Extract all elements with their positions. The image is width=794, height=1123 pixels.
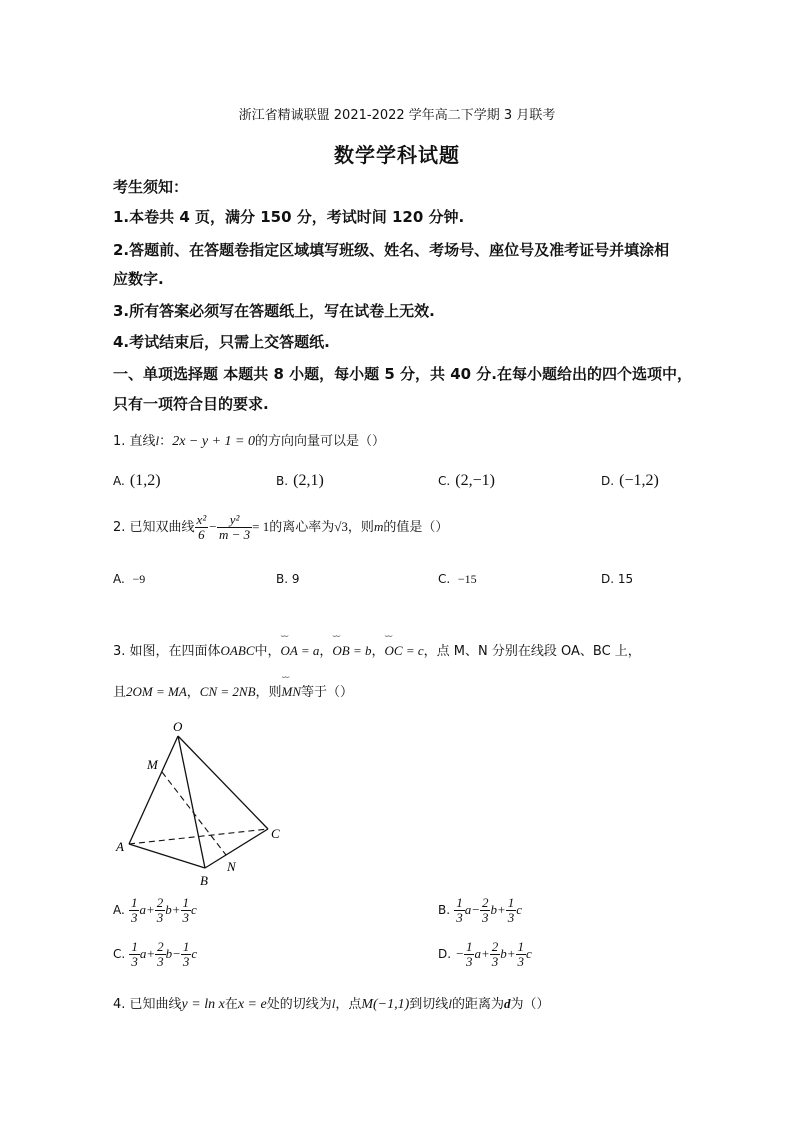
question-2-stem <box>113 513 448 542</box>
option-value: (1,2) <box>129 472 161 489</box>
frac-denominator: 3 <box>182 954 190 969</box>
option-value: −9 <box>132 572 146 586</box>
vector-term: b <box>500 946 507 961</box>
sign: + <box>480 946 490 961</box>
q2-var: m <box>373 519 384 534</box>
frac-numerator: 2 <box>481 895 489 910</box>
vector-term: b <box>165 946 173 961</box>
frac-numerator: 1 <box>131 939 138 954</box>
q2-minus: − <box>208 519 217 534</box>
vector-term: a <box>139 946 147 961</box>
label-M: M <box>147 757 158 772</box>
notice-item-2-cont: 应数字. <box>113 270 164 288</box>
q1-option-c <box>438 470 495 490</box>
q2-option-a <box>113 572 145 587</box>
frac-numerator: 1 <box>182 895 190 910</box>
q2-mid: 的离心率为 <box>269 520 335 535</box>
sign: − <box>172 946 181 961</box>
notice-item-2: 2.答题前、在答题卷指定区域填写班级、姓名、考场号、座位号及准考证号并填涂相 <box>113 241 670 259</box>
label-A: A <box>116 839 124 854</box>
edge-OC <box>178 736 268 829</box>
sign: + <box>146 946 156 961</box>
q3-vector-ob: ⌣⌣ OB = b <box>332 643 371 659</box>
q3-condition-1: 2OM = MA <box>126 684 187 699</box>
vector-term: c <box>191 946 198 961</box>
frac-denominator: 3 <box>131 954 138 969</box>
vector-term: a <box>464 902 472 917</box>
q3-prefix: 3. 如图，在四面体 <box>113 644 221 659</box>
q3-condition-2: CN = 2NB <box>199 684 256 699</box>
notice-item-3: 3.所有答案必须写在答题纸上，写在试卷上无效. <box>113 302 435 320</box>
label-B: B <box>200 873 208 888</box>
q2-option-d <box>601 572 633 586</box>
q4-point: x = e <box>237 997 267 1012</box>
frac-denominator: 3 <box>507 910 515 925</box>
label-C: C <box>271 826 280 841</box>
q3-line2-prefix: 且 <box>113 685 127 700</box>
q2-prefix: 2. 已知双曲线 <box>113 520 195 535</box>
q1-option-a <box>113 470 161 490</box>
option-label: B. <box>276 572 289 586</box>
vector-term: a <box>474 946 481 961</box>
q4-mid: 处的切线为 <box>266 997 332 1012</box>
q4-prefix: 4. 已知曲线 <box>113 997 182 1012</box>
segment-MN-hidden <box>162 772 226 855</box>
q3-comma: ， <box>186 685 200 700</box>
vector-term: b <box>165 902 172 917</box>
q2-suffix: 的值是（） <box>383 520 449 535</box>
edge-AB <box>129 844 205 868</box>
frac-numerator: 1 <box>130 895 138 910</box>
option-label: A. <box>113 474 125 488</box>
option-value: (2,−1) <box>455 472 495 489</box>
vector-term: c <box>516 902 523 917</box>
frac-numerator: 2 <box>491 939 499 954</box>
frac-denominator: 3 <box>130 910 138 925</box>
q3-line1-tail: ，点 M、N 分别在线段 OA、BC 上， <box>423 644 641 659</box>
q3-tetrahedron: OABC <box>220 643 255 658</box>
q3-option-a <box>113 896 197 925</box>
exam-header: 浙江省精诚联盟 2021-2022 学年高二下学期 3 月联考 <box>238 108 556 123</box>
option-value: 15 <box>617 572 634 586</box>
question-1-stem <box>113 430 385 450</box>
frac-denominator: 6 <box>198 527 205 542</box>
q4-suffix: 为（） <box>510 997 550 1012</box>
question-3-line1: 3. 如图，在四面体OABC中，⌣⌣ OA = a，⌣⌣ OB = b，⌣⌣ OC = c，点 M、N 分别在线段 OA、BC 上， <box>113 640 641 659</box>
q3-option-b <box>438 896 522 925</box>
frac-numerator: 1 <box>517 939 525 954</box>
frac-denominator: 3 <box>517 954 525 969</box>
option-label: A. <box>113 903 125 917</box>
notice-item-1: 1.本卷共 4 页，满分 150 分，考试时间 120 分钟. <box>113 208 465 226</box>
q3-suffix: 等于（） <box>301 685 354 700</box>
option-label: A. <box>113 572 125 586</box>
q2-option-b <box>276 572 300 586</box>
frac-denominator: 3 <box>491 954 499 969</box>
option-label: D. <box>438 947 452 961</box>
question-4-stem <box>113 993 549 1013</box>
q1-prefix: 1. 直线 <box>113 434 156 449</box>
sign: + <box>496 902 506 917</box>
notice-item-4: 4.考试结束后，只需上交答题纸. <box>113 333 330 351</box>
sign: + <box>171 902 181 917</box>
q1-suffix: 的方向向量可以是（） <box>254 434 385 449</box>
q4-d: d <box>503 996 511 1011</box>
vector-term: c <box>526 946 532 961</box>
frac-numerator: x² <box>196 512 207 527</box>
label-O: O <box>173 719 183 734</box>
sign: + <box>145 902 155 917</box>
q3-option-d <box>438 940 532 969</box>
option-value: 9 <box>291 572 300 586</box>
q4-mid4: 的距离为 <box>451 997 504 1012</box>
sign: − <box>455 946 464 961</box>
q4-var2: l <box>448 996 452 1011</box>
q4-at: 在 <box>224 997 238 1012</box>
q1-var: l <box>155 433 160 448</box>
q2-option-c <box>438 572 477 587</box>
vector-term: a <box>139 902 146 917</box>
frac-numerator: 2 <box>157 939 164 954</box>
q4-var: l <box>331 996 336 1011</box>
q3-vector-oc: ⌣⌣ OC = c <box>385 643 424 659</box>
frac-denominator: m − 3 <box>219 527 251 542</box>
frac-denominator: 3 <box>156 910 164 925</box>
frac-denominator: 3 <box>157 954 164 969</box>
vector-term: b <box>490 902 497 917</box>
option-label: C. <box>438 572 451 586</box>
q1-option-b <box>276 470 324 490</box>
option-label: D. <box>601 572 615 586</box>
q4-point-m: M(−1,1) <box>361 997 410 1012</box>
q4-mid2: ，点 <box>335 997 362 1012</box>
q3-option-c <box>113 940 197 969</box>
frac-numerator: 1 <box>507 895 515 910</box>
q1-option-d <box>601 470 659 490</box>
option-label: D. <box>601 474 615 488</box>
tetrahedron-figure <box>105 712 305 892</box>
vector-term: c <box>191 902 197 917</box>
frac-denominator: 3 <box>465 954 473 969</box>
section-heading-line2: 只有一项符合目的要求. <box>113 395 269 413</box>
frac-numerator: y² <box>217 513 252 528</box>
option-label: C. <box>113 947 126 961</box>
notice-heading: 考生须知： <box>113 178 189 196</box>
frac-denominator: 3 <box>481 910 489 925</box>
q2-eccentricity: √3 <box>334 519 348 534</box>
frac-numerator: 1 <box>456 895 463 910</box>
option-value: (−1,2) <box>619 472 659 489</box>
edge-OB <box>178 736 205 868</box>
frac-numerator: 1 <box>182 939 190 954</box>
option-label: C. <box>438 474 451 488</box>
q2-equals: = 1 <box>252 519 270 534</box>
label-N: N <box>227 859 236 874</box>
option-value: (2,1) <box>293 472 324 489</box>
frac-numerator: 2 <box>156 895 164 910</box>
frac-denominator: 3 <box>456 910 463 925</box>
q1-equation: 2x − y + 1 = 0 <box>172 434 255 449</box>
q3-vector-mn: ⌣⌣ MN <box>282 684 302 700</box>
q3-in: 中， <box>254 644 281 659</box>
q3-then: ，则 <box>255 685 282 700</box>
q1-colon: ： <box>159 434 173 449</box>
q4-mid3: 到切线 <box>409 997 449 1012</box>
option-label: B. <box>276 474 289 488</box>
q2-fraction-1 <box>195 513 209 542</box>
q4-curve: y = ln x <box>181 997 225 1012</box>
q2-then: ，则 <box>347 520 374 535</box>
q3-vector-oa: ⌣⌣ OA = a <box>281 643 320 659</box>
edge-OA <box>129 736 178 844</box>
section-heading-line1: 一、单项选择题 本题共 8 小题，每小题 5 分，共 40 分.在每小题给出的四个选项中， <box>113 365 693 383</box>
frac-numerator: 1 <box>465 939 473 954</box>
frac-denominator: 3 <box>182 910 190 925</box>
question-3-line2 <box>113 681 353 700</box>
sign: + <box>506 946 516 961</box>
q2-fraction-2 <box>217 513 252 542</box>
sign: − <box>471 902 480 917</box>
option-value: −15 <box>457 572 477 586</box>
option-label: B. <box>438 903 451 917</box>
page-title: 数学学科试题 <box>334 143 460 167</box>
